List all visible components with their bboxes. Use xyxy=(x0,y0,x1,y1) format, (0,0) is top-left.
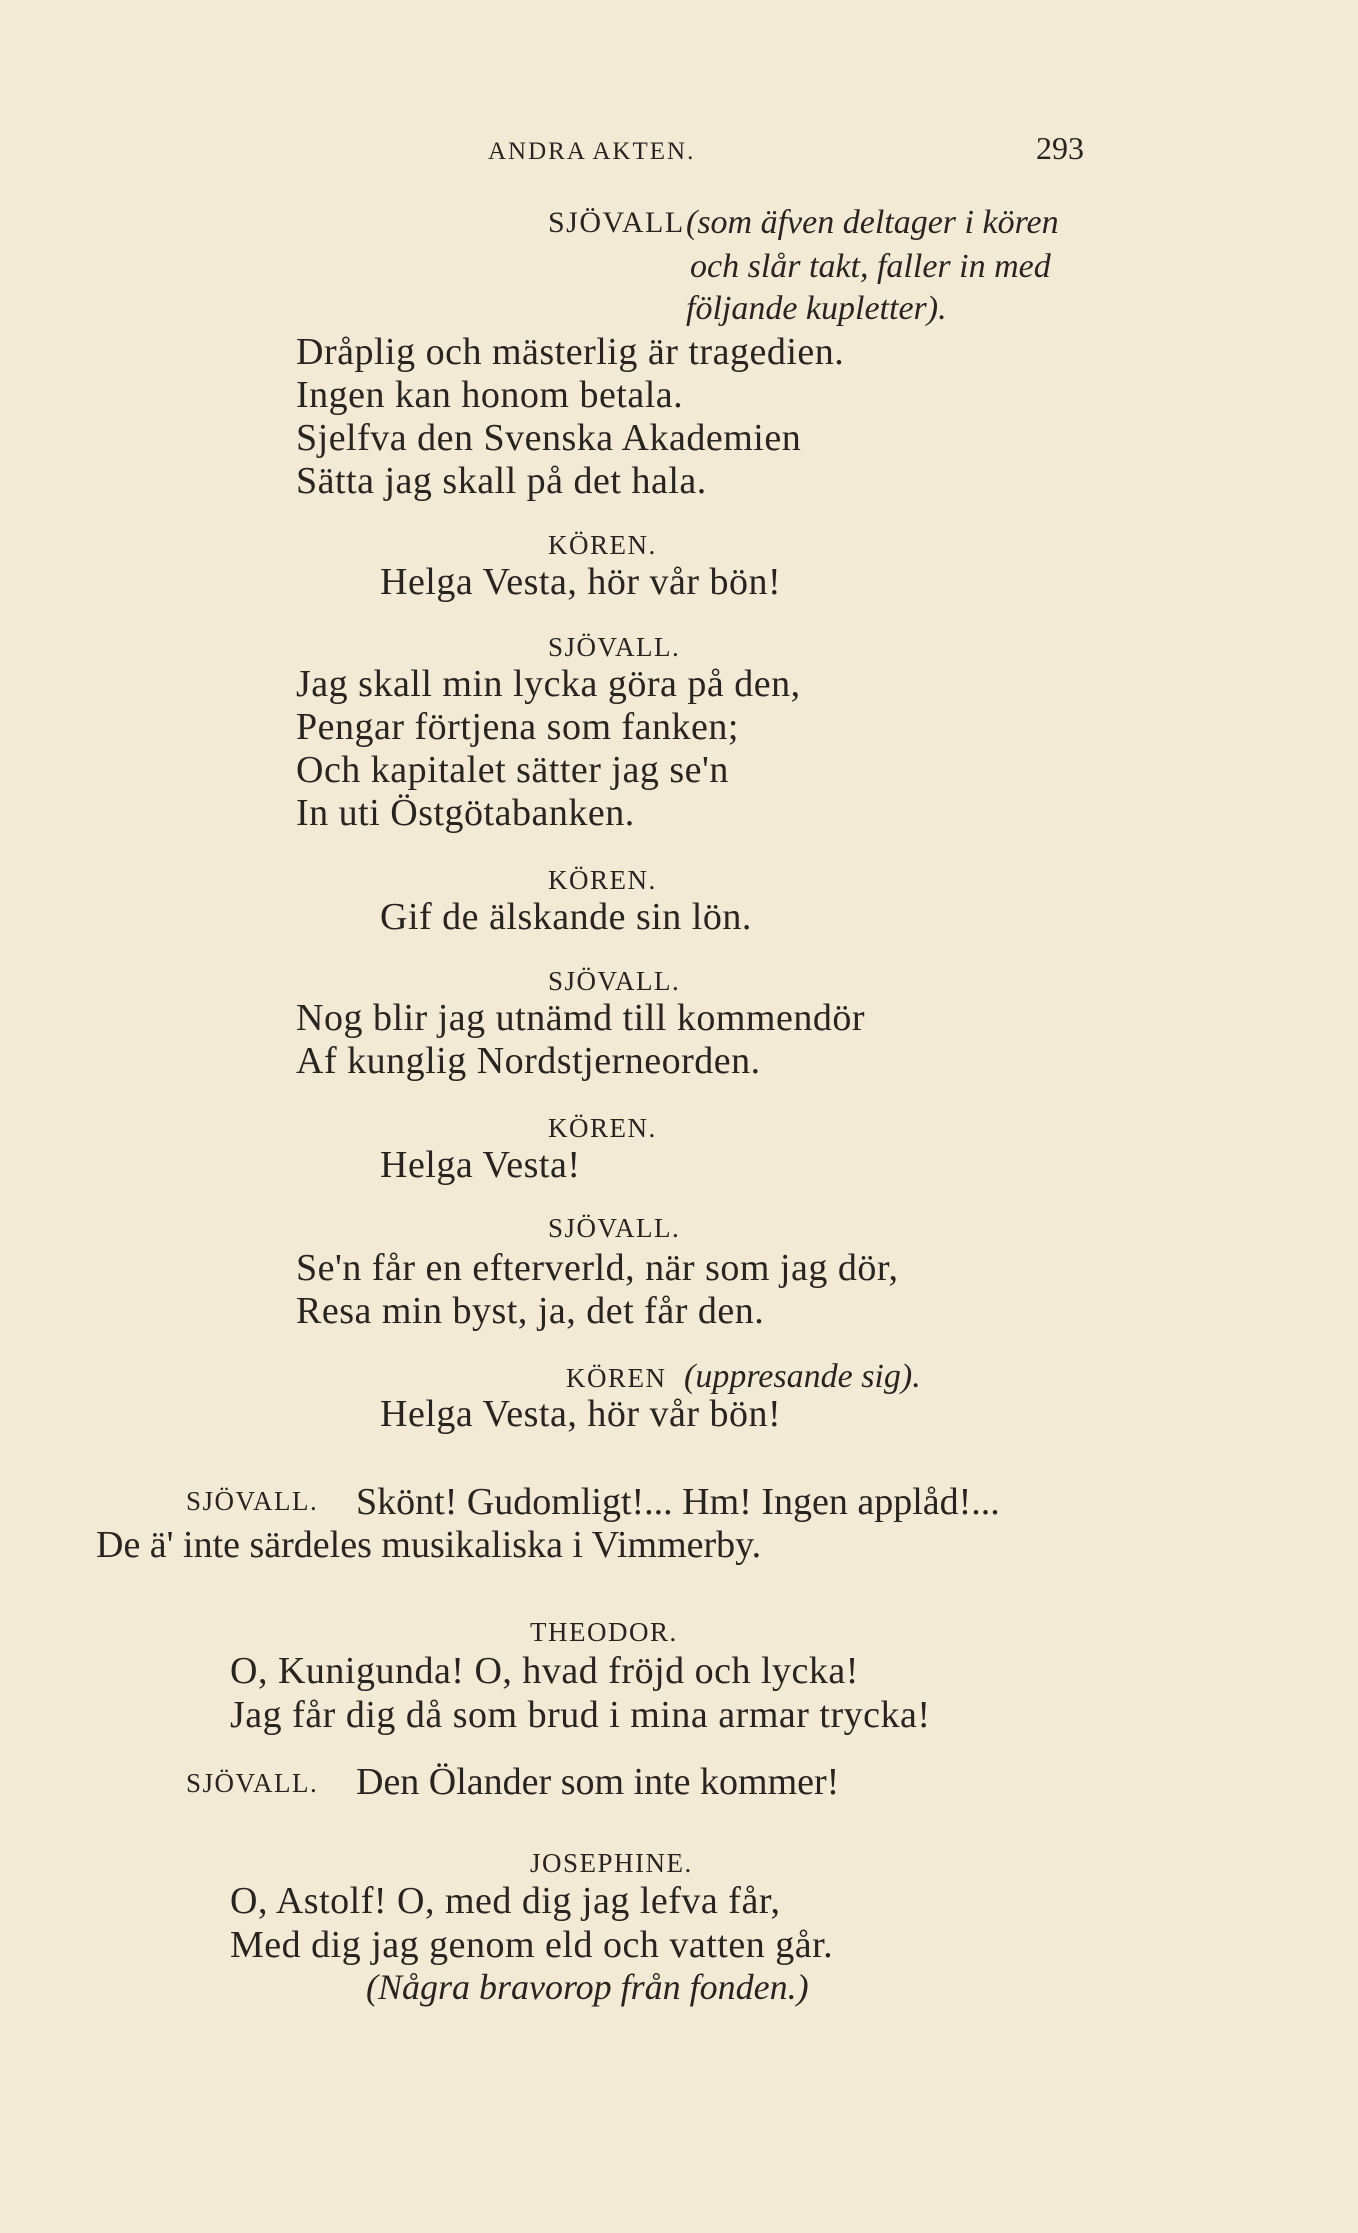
prose-line: De ä' inte särdeles musikaliska i Vimmerby. xyxy=(96,1524,762,1566)
verse-line: Med dig jag genom eld och vatten går. xyxy=(230,1924,834,1966)
verse-line: O, Kunigunda! O, hvad fröjd och lycka! xyxy=(230,1650,859,1692)
speaker-label: SJÖVALL. xyxy=(548,966,681,996)
speaker-label: KÖREN. xyxy=(548,530,657,560)
speaker-label: KÖREN xyxy=(566,1363,667,1393)
verse-line: O, Astolf! O, med dig jag lefva får, xyxy=(230,1880,781,1922)
verse-line: Pengar förtjena som fanken; xyxy=(296,706,739,748)
speaker-label: SJÖVALL. xyxy=(186,1768,319,1798)
verse-line: Se'n får en efterverld, när som jag dör, xyxy=(296,1247,899,1289)
verse-line: Helga Vesta! xyxy=(380,1144,581,1186)
speaker-label: SJÖVALL. xyxy=(548,1213,681,1243)
running-title: ANDRA AKTEN. xyxy=(488,138,696,165)
stage-direction: (som äfven deltager i kören xyxy=(686,204,1059,241)
prose-line: Skönt! Gudomligt!... Hm! Ingen applåd!... xyxy=(356,1481,1000,1523)
verse-line: Helga Vesta, hör vår bön! xyxy=(380,1393,782,1435)
speaker-label: KÖREN. xyxy=(548,865,657,895)
verse-line: Jag skall min lycka göra på den, xyxy=(296,663,801,705)
speaker-label: SJÖVALL. xyxy=(186,1486,319,1516)
verse-line: Och kapitalet sätter jag se'n xyxy=(296,749,729,791)
verse-line: Nog blir jag utnämd till kommendör xyxy=(296,997,865,1039)
speaker-label: THEODOR. xyxy=(530,1617,678,1647)
stage-direction: och slår takt, faller in med xyxy=(690,248,1051,285)
verse-line: In uti Östgötabanken. xyxy=(296,792,635,834)
page-number: 293 xyxy=(1036,130,1084,166)
verse-line: Jag får dig då som brud i mina armar trycka! xyxy=(230,1694,931,1736)
verse-line: Sjelfva den Svenska Akademien xyxy=(296,417,802,459)
stage-direction: (Några bravorop från fonden.) xyxy=(366,1967,809,2007)
stage-direction: följande kupletter). xyxy=(686,290,947,327)
verse-line: Helga Vesta, hör vår bön! xyxy=(380,561,782,603)
stage-direction: (uppresande sig). xyxy=(684,1358,921,1395)
verse-line: Af kunglig Nordstjerneorden. xyxy=(296,1040,761,1082)
verse-line: Resa min byst, ja, det får den. xyxy=(296,1290,765,1332)
verse-line: Gif de älskande sin lön. xyxy=(380,896,752,938)
speaker-label: KÖREN. xyxy=(548,1113,657,1143)
verse-line: Dråplig och mästerlig är tragedien. xyxy=(296,331,845,373)
verse-line: Ingen kan honom betala. xyxy=(296,374,684,416)
prose-line: Den Ölander som inte kommer! xyxy=(356,1761,840,1803)
speaker-label: SJÖVALL xyxy=(548,206,685,239)
verse-line: Sätta jag skall på det hala. xyxy=(296,460,707,502)
speaker-label: SJÖVALL. xyxy=(548,632,681,662)
speaker-label: JOSEPHINE. xyxy=(530,1848,693,1878)
